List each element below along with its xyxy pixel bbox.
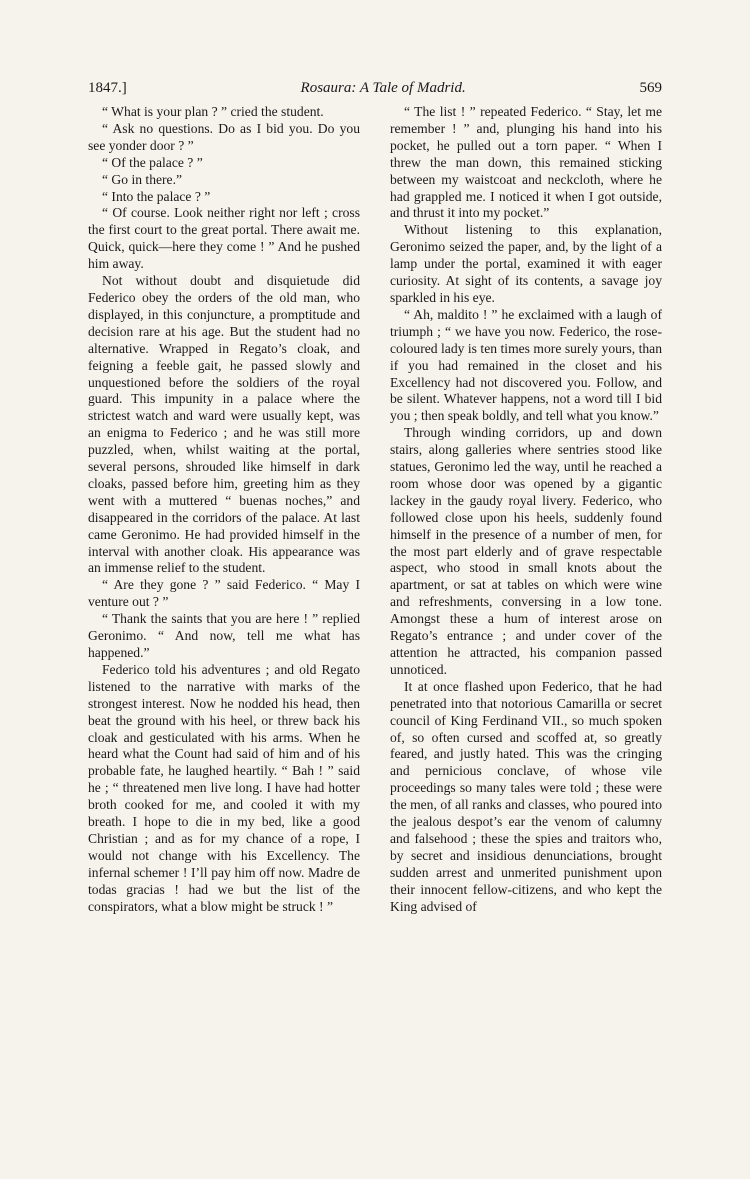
running-header [88,80,662,102]
right-column [390,104,662,916]
paragraph: “ Thank the saints that you are here ! ” replied Geronimo. “ And now, tell me what has happened.” [88,611,360,660]
header-year: 1847.] [88,80,127,96]
paragraph: Federico told his adventures ; and old Regato listened to the narrative with marks of the strongest interest. Now he nodded his head, then beat the ground with his heel, or threw back his cloak and gesticulated with his arms. When he heard what the Count had said of him and of his probable fate, he laughed heartily. “ Bah ! ” said he ; “ threatened men live long. I have had hotter broth cooked for me, and cooled it with my breath. I hope to die in my bed, like a good Christian ; and as for my chance of a rope, I would not change with his Excellency. The infernal schemer ! I’ll pay him off now. Madre de todas gracias ! had we but the list of the conspirators, what a blow might be struck ! ” [88,661,360,914]
paragraph: Not without doubt and disquietude did Federico obey the orders of the old man, who displayed, in this conjuncture, a promptitude and decision rare at his age. But the student had no alternative. Wrapped in Regato’s cloak, and feigning a feeble gait, he passed slowly and unquestioned before the soldiers of the royal guard. This impunity in a palace where the strictest watch and ward were usually kept, was an enigma to Federico ; and he was still more puzzled, when, whilst waiting at the portal, several persons, shrouded like himself in dark cloaks, passed before him, greeting him as they went with a muttered “ buenas noches,” and disappeared in the corridors of the palace. At last came Geronimo. He had provided himself in the interval with another cloak. His appearance was an immense relief to the student. [88,273,360,576]
paragraph: “ What is your plan ? ” cried the student. [102,104,324,119]
paragraph: “ Ah, maldito ! ” he exclaimed with a laugh of triumph ; “ we have you now. Federico, the rose-coloured lady is ten times more surely yours, than if you had remained in the closet and his Excellency had not discovered you. Follow, and be silent. Whatever happens, not a word till I bid you ; then speak boldly, and tell what you know.” [390,306,662,424]
paragraph: “ Go in there.” [102,171,183,187]
paragraph: Without listening to this explanation, Geronimo seized the paper, and, by the light of a lamp under the portal, examined it with eager curiosity. At sight of its contents, a savage joy sparkled in his eye. [390,222,662,305]
paragraph: “ The list ! ” repeated Federico. “ Stay, let me remember ! ” and, plunging his hand into his pocket, he pulled out a torn paper. “ When I threw the man down, this remained sticking between my waistcoat and neckcloth, where he had grappled me. I noticed it when I got outside, and thrust it into my pocket.” [390,104,662,221]
text-columns [88,104,662,916]
paragraph: Through winding corridors, up and down stairs, along galleries where sentries stood like statues, Geronimo led the way, until he reached a room whose door was opened by a gigantic lackey in the gaudy royal livery. Federico, who followed close upon his heels, suddenly found himself in the presence of a number of men, for the most part elderly and of grave respectable aspect, who stood in small knots about the apartment, or sat at tables on which were wine and refreshments, conversing in a low tone. Amongst these a hum of interest arose on Regato’s entrance ; and under cover of the attention he attracted, his companion passed unnoticed. [390,425,662,677]
paragraph: “ Of the palace ? ” [102,154,203,170]
paragraph: “ Ask no questions. Do as I bid you. Do you see yonder door ? ” [88,120,360,153]
paragraph: It at once flashed upon Federico, that he had penetrated into that notorious Camarilla or secret council of King Ferdinand VII., so much spoken of, so often cursed and scoffed at, so greatly feared, and justly hated. This was the cringing and pernicious conclave, of whose vile proceedings so many tales were told ; these were the men, of all ranks and classes, who poured into the jealous despot’s ear the venom of calumny and falsehood ; these the spies and traitors who, by secret and insidious denunciations, brought sudden arrest and unmerited punishment upon their innocent fellow-citizens, and who kept the King advised of [390,678,662,914]
paragraph: “ Into the palace ? ” [102,188,211,204]
paragraph: “ Of course. Look neither right nor left ; cross the first court to the great portal. There await me. Quick, quick—here they come ! ” And he pushed him away. [88,205,360,272]
paragraph: “ Are they gone ? ” said Federico. “ May I venture out ? ” [88,577,360,610]
left-column [88,104,360,916]
header-title: Rosaura: A Tale of Madrid. [300,80,466,96]
page-number: 569 [639,80,662,96]
